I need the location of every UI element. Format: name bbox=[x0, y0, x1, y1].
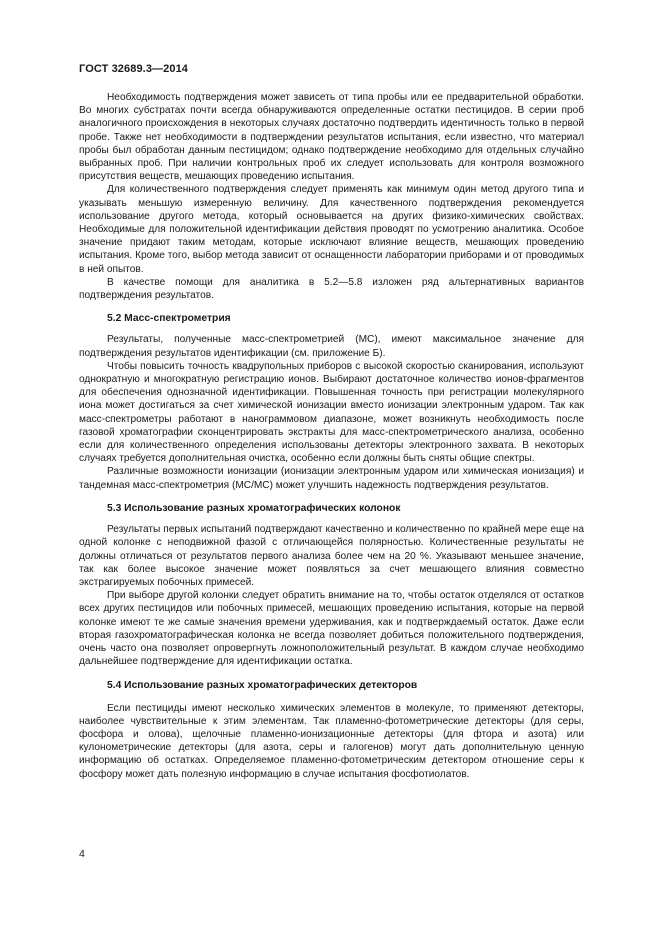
paragraph: В качестве помощи для аналитика в 5.2—5.8 изложен ряд альтернативных вариантов подтверждения результатов. bbox=[79, 276, 584, 302]
document-header: ГОСТ 32689.3—2014 bbox=[79, 63, 189, 75]
paragraph: Результаты первых испытаний подтверждают качественно и количественно по крайней мере еще на одной колонке с неподвижной фазой с отличающейся полярностью. Количественные результаты не должны отличаться от результатов первого анализа более чем на 20 %. Указывают меньшее значение, так как более высокое значение может появляться за счет мешающего влияния совместно экстрагируемых побочных примесей. bbox=[79, 524, 584, 588]
paragraph: Если пестициды имеют несколько химических элементов в молекуле, то применяют детекторы, наиболее чувствительные к этим элементам. Так пламенно-фотометрические детекторы (для серы, фосфора и олова), щелочные пламенно-ионизационные детекторы (для фтора и азота) или кулонометрические детекторы (для азота, серы и галогенов) могут дать дополнительную ценную информацию об остатках. Определяемое пламенно-фотометрическим детектором отношение серы к фосфору может дать полезную информацию в случае испытания фосфотиолатов. bbox=[79, 702, 584, 780]
paragraph: Необходимость подтверждения может зависеть от типа пробы или ее предварительной обработки. Во многих субстратах почти всегда обнаруживаются определенные остатки пестицидов. В серии проб аналогичного происхождения в некоторых случаях достаточно подтвердить идентичность только в первой пробе. Также нет необходимости в подтверждении результатов испытания, если известно, что материал пробы был обработан данным пестицидом; однако подтверждение необходимо для отдельных случайно выбранных проб. При наличии контрольных проб их следует использовать для контроля возможного присутствия веществ, мешающих проведению испытания. bbox=[79, 92, 584, 183]
page-number: 4 bbox=[79, 848, 85, 860]
section-heading-5-3: 5.3 Использование разных хроматографических колонок bbox=[107, 502, 401, 514]
document-body bbox=[79, 91, 584, 781]
section-heading-5-4: 5.4 Использование разных хроматографических детекторов bbox=[107, 680, 418, 692]
paragraph: Чтобы повысить точность квадрупольных приборов с высокой скоростью сканирования, используют однократную и многократную регистрацию ионов. Выбирают достаточное количество ионов-фрагментов для обеспечения однозначной идентификации. Повышенная точность при регистрации молекулярного иона может достигаться за счет химической ионизации вместо ионизации электронным ударом. Так как масс-спектрометры работают в нанограммовом диапазоне, может возникнуть необходимость после газовой хроматографии сконцентрировать экстракты для масс-спектрометрического анализа, особенно если для количественного определения использованы детекторы электронного захвата. В некоторых случаях требуется дополнительная очистка, особенно если должны быть сняты общие спектры. bbox=[79, 360, 584, 465]
paragraph: При выборе другой колонки следует обратить внимание на то, чтобы остаток отделялся от остатков всех других пестицидов или побочных примесей, мешающих проведению испытания, которые на первой колонке имеют те же самые значения времени удерживания, как и подтверждаемый остаток. Даже если вторая газохроматографическая колонка не всегда позволяет добиться положительного подтверждения, очень часто она позволяет опровергнуть ложноположительный результат. В каждом случае необходимо дальнейшее подтверждение для идентификации остатка. bbox=[79, 590, 584, 668]
paragraph: Результаты, полученные масс-спектрометрией (МС), имеют максимальное значение для подтверждения результатов идентификации (см. приложение Б). bbox=[79, 334, 584, 359]
section-heading-5-2: 5.2 Масс-спектрометрия bbox=[107, 313, 231, 325]
paragraph: Для количественного подтверждения следует применять как минимум один метод другого типа и указывать меньшую измеренную величину. Для качественного подтверждения рекомендуется использование другого метода, который основывается на других физико-химических свойствах. Необходимые для положительной идентификации действия проводят по усмотрению аналитика. Особое значение придают таким методам, которые исключают влияние веществ, мешающих проведению испытания. Кроме того, выбор метода зависит от оснащенности лаборатории приборами и от проводимых в ней опытов. bbox=[79, 184, 584, 275]
paragraph: Различные возможности ионизации (ионизации электронным ударом или химическая ионизация) и тандемная масс-спектрометрия (МС/МС) может улучшить надежность подтверждения результатов. bbox=[79, 466, 584, 491]
